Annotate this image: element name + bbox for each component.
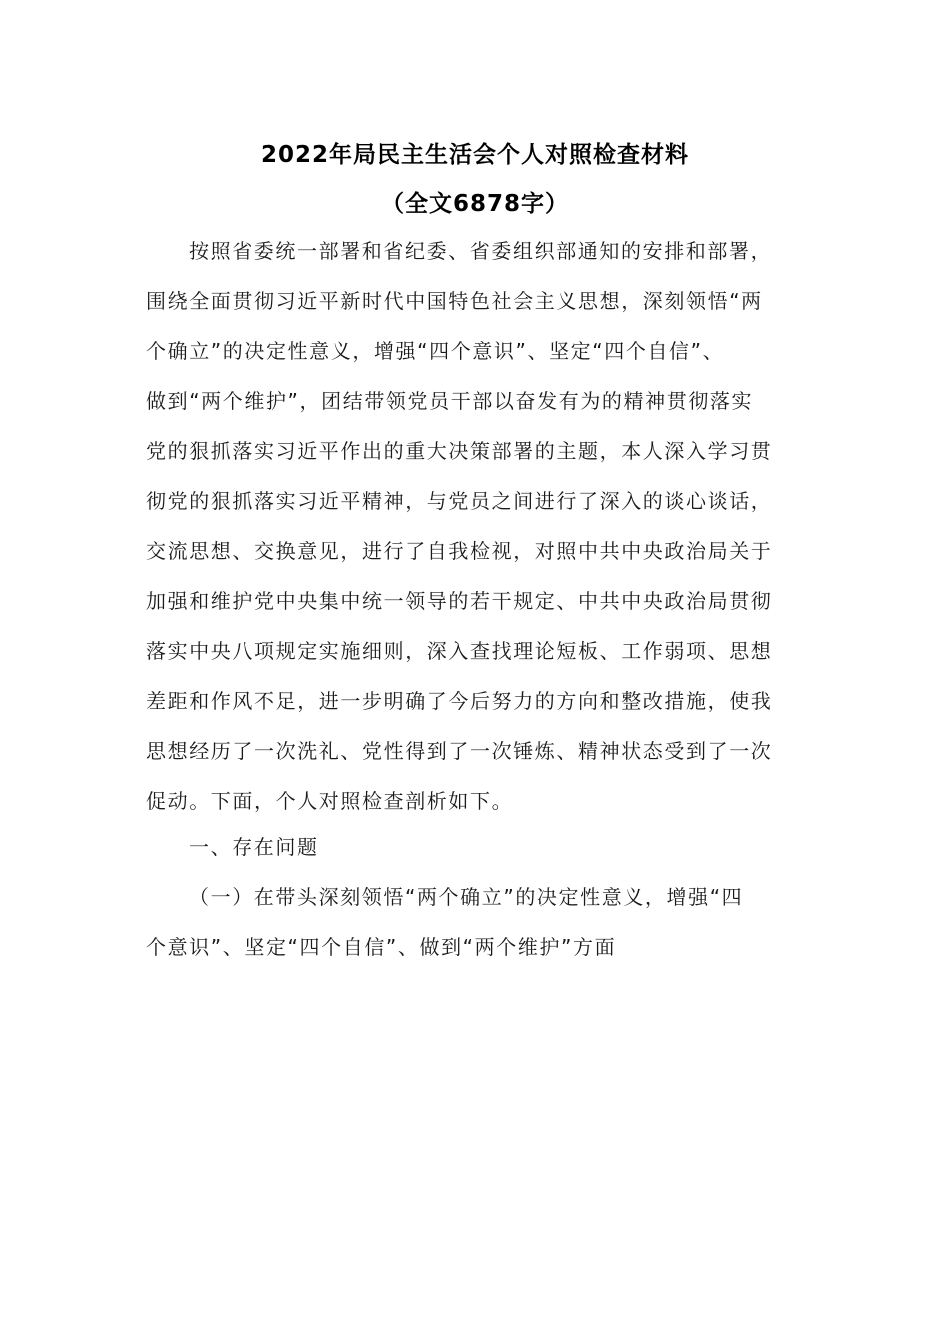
section-heading: 一、存在问题 <box>189 835 319 859</box>
paragraph-line: 思想经历了一次洗礼、党性得到了一次锤炼、精神状态受到了一次 <box>146 739 773 763</box>
subsection-line: 个意识”、坚定“四个自信”、做到“两个维护”方面 <box>146 935 617 959</box>
paragraph-line: 围绕全面贯彻习近平新时代中国特色社会主义思想，深刻领悟“两 <box>146 289 763 313</box>
paragraph-line: 党的狠抓落实习近平作出的重大决策部署的主题，本人深入学习贯 <box>146 439 773 463</box>
subsection-heading <box>146 872 806 972</box>
paragraph-line: 差距和作风不足，进一步明确了今后努力的方向和整改措施，使我 <box>146 689 773 713</box>
document-subtitle: （全文6878字） <box>380 191 569 217</box>
paragraph-line: 交流思想、交换意见，进行了自我检视，对照中共中央政治局关于 <box>146 539 773 563</box>
paragraph-line: 促动。下面，个人对照检查剖析如下。 <box>146 789 514 813</box>
document-title: 2022年局民主生活会个人对照检查材料 <box>260 142 689 168</box>
paragraph-line: 做到“两个维护”，团结带领党员干部以奋发有为的精神贯彻落实 <box>146 389 754 413</box>
paragraph-line: 彻党的狠抓落实习近平精神，与党员之间进行了深入的谈心谈话， <box>146 489 773 513</box>
paragraph-line: 加强和维护党中央集中统一领导的若干规定、中共中央政治局贯彻 <box>146 589 773 613</box>
paragraph-line: 个确立”的决定性意义，增强“四个意识”、坚定“四个自信”、 <box>146 339 725 363</box>
paragraph-line: 按照省委统一部署和省纪委、省委组织部通知的安排和部署， <box>189 239 773 263</box>
paragraph-line: 落实中央八项规定实施细则，深入查找理论短板、工作弱项、思想 <box>146 639 773 663</box>
subsection-line: （一）在带头深刻领悟“两个确立”的决定性意义，增强“四 <box>189 885 744 909</box>
intro-paragraph <box>146 226 806 826</box>
